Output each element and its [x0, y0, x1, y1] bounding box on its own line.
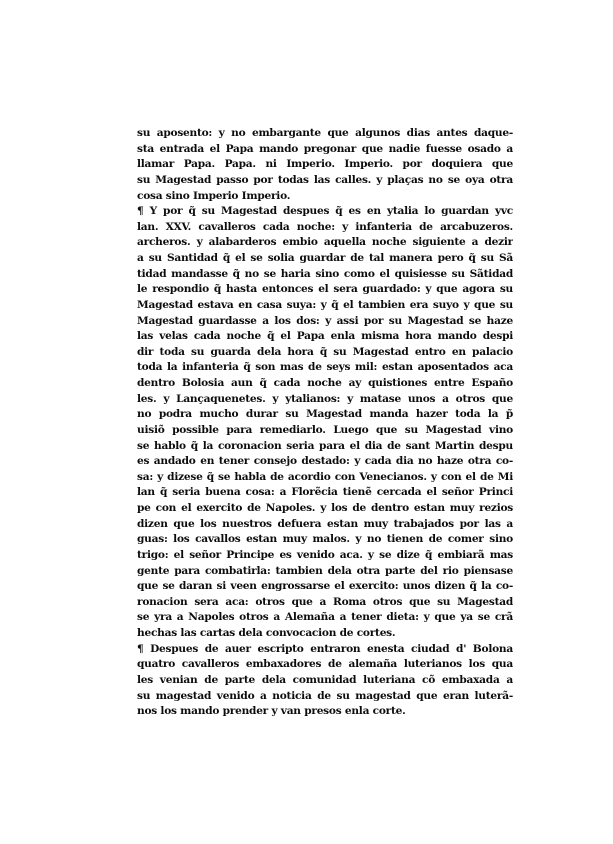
text-line: pe con el exercito de Napoles. y los de dentro estan muy rezios [137, 502, 513, 514]
text-line: hechas las cartas dela convocacion de cortes. [137, 627, 396, 639]
text-line: guas: los cavallos estan muy malos. y no tienen de comer sino [137, 533, 513, 546]
body-text-block [137, 126, 513, 720]
text-line: dentro Bolosia aun q̃ cada noche ay quistiones entre Españo [137, 377, 513, 389]
text-line: quatro cavalleros embaxadores de alemaña luterianos los qua [137, 658, 513, 671]
text-line: a su Santidad q̃ el se solia guardar de tal manera pero q̃ su Sã [137, 252, 513, 264]
text-line: lan. XXV. cavalleros cada noche: y infanteria de arcabuzeros. [137, 220, 513, 233]
text-line: Magestad estava en casa suya: y q̃ el tambien era suyo y que su [137, 298, 513, 311]
text-line: su aposento: y no embargante que algunos dias antes daque- [137, 127, 513, 139]
text-line: que se daran si veen engrossarse el exercito: unos dizen q̃ la co- [137, 580, 513, 593]
text-line: nos los mando prender y van presos enla corte. [137, 705, 406, 718]
text-line: les. y Lançaquenetes. y ytalianos: y matase unos a otros que [137, 392, 513, 405]
text-line: es andado en tener consejo destado: y cada dia no haze otra co- [137, 455, 513, 468]
text-line: trigo: el señor Principe es venido aca. y se dize q̃ embiarã mas [137, 548, 513, 561]
paragraph-start-line: ¶ Y por q̃ su Magestad despues q̃ es en ytalia lo guardan yvc [137, 205, 513, 218]
text-line: lan q̃ seria buena cosa: a Florẽcia tienẽ cercada el señor Princi [137, 486, 513, 499]
text-line: tidad mandasse q̃ no se haria sino como el quisiesse su Sãtidad [137, 267, 513, 280]
text-line: se hablo q̃ la coronacion seria para el dia de sant Martin despu [137, 439, 513, 452]
text-line: sta entrada el Papa mando pregonar que nadie fuesse osado a [137, 142, 513, 155]
text-line: uisiõ possible para remediarlo. Luego que su Magestad vino [137, 423, 513, 436]
text-line: no podra mucho durar su Magestad manda hazer toda la p̃ [137, 408, 513, 421]
text-line: archeros. y alabarderos embio aquella noche siguiente a dezir [137, 236, 513, 249]
text-line: su magestad venido a noticia de su magestad que eran luterã- [137, 689, 513, 702]
text-line: dizen que los nuestros defuera estan muy trabajados por las a [137, 517, 513, 530]
text-line: dir toda su guarda dela hora q̃ su Magestad entro en palacio [137, 345, 513, 358]
text-line: sa: y dizese q̃ se habla de acordio con Venecianos. y con el de Mi [137, 470, 513, 483]
text-line: le respondio q̃ hasta entonces el sera guardado: y que agora su [137, 283, 513, 296]
text-line: las velas cada noche q̃ el Papa enla misma hora mando despi [137, 330, 513, 343]
text-line: ronacion sera aca: otros que a Roma otros que su Magestad [137, 595, 513, 608]
text-line: cosa sino Imperio Imperio. [137, 189, 291, 202]
text-line: les venian de parte dela comunidad luteriana cõ embaxada a [137, 673, 513, 686]
text-line: Magestad guardasse a los dos: y assi por su Magestad se haze [137, 314, 513, 327]
text-line: se yra a Napoles otros a Alemaña a tener dieta: y que ya se crã [137, 611, 513, 624]
text-line: gente para combatirla: tambien dela otra parte del rio piensase [137, 564, 513, 577]
text-line: toda la infanteria q̃ son mas de seys mil: estan aposentados aca [137, 361, 513, 374]
text-line: llamar Papa. Papa. ni Imperio. Imperio. por doquiera que [137, 158, 513, 171]
paragraph-start-line: ¶ Despues de auer escripto entraron enesta ciudad d' Bolona [137, 642, 513, 655]
text-line: su Magestad passo por todas las calles. y plaças no se oya otra [137, 173, 513, 186]
